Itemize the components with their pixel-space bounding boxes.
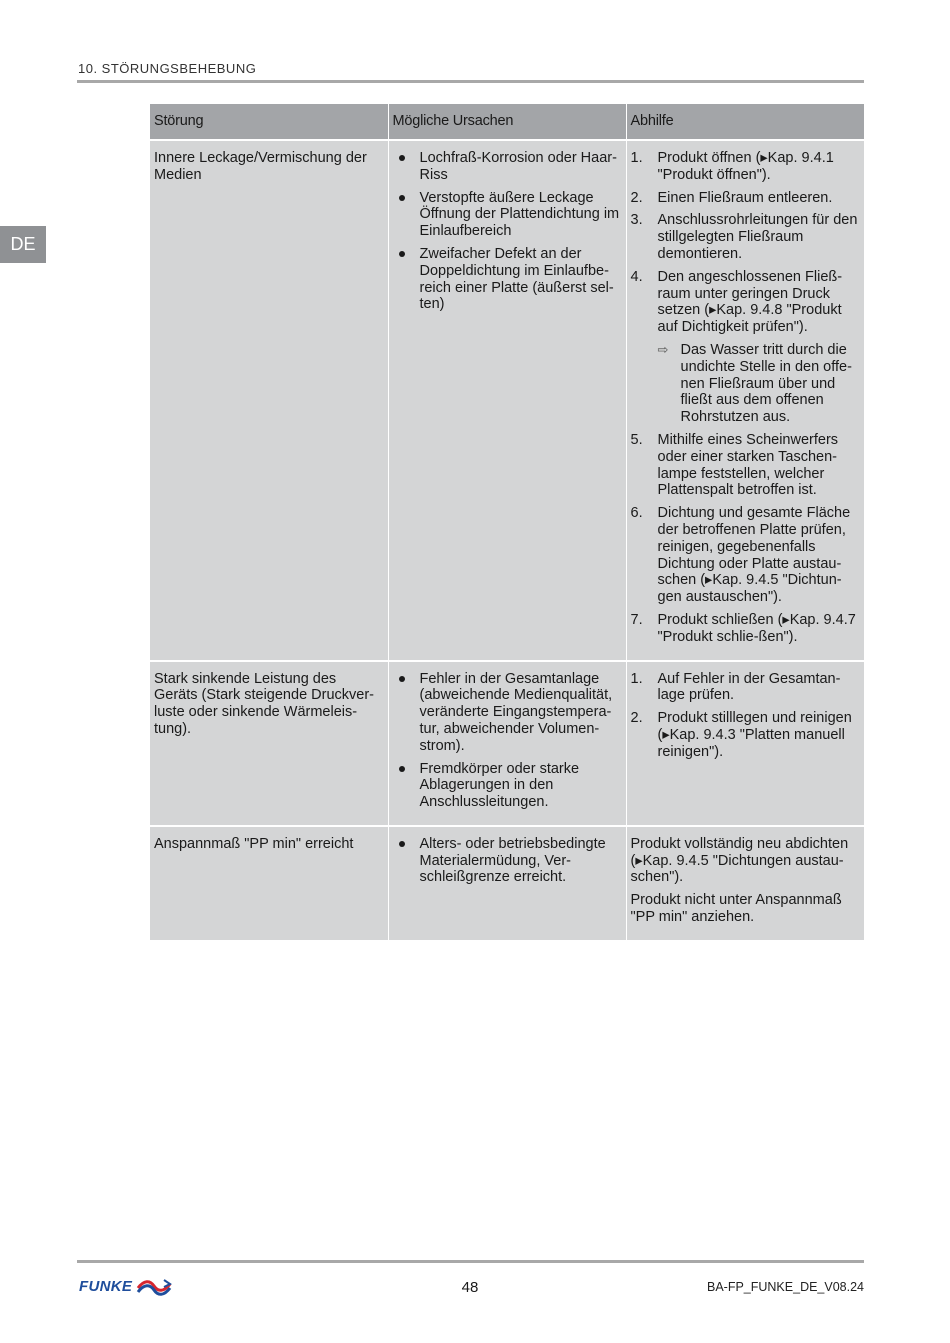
- remedy-step: [631, 212, 861, 262]
- remedy-steps: [631, 150, 861, 646]
- fault-cell: Stark sinkende Leistung des Geräts (Stark steigende Druckver-luste oder sinkende Wärmeleis-tung).: [150, 661, 388, 826]
- step-number: 5.: [630, 431, 643, 448]
- remedy-cell: [626, 826, 864, 940]
- remedy-step: [631, 710, 861, 760]
- cause-item: Fehler in der Gesamtanlage (abweichende Medienqualität, veränderte Eingangstempera-tur, abweichender Volumen-strom).: [393, 671, 622, 755]
- step-text: Produkt schließen (▸Kap. 9.4.7 "Produkt schlie-ßen").: [657, 611, 856, 645]
- step-text: Einen Fließraum entleeren.: [657, 189, 833, 206]
- cause-item: Alters- oder betriebsbedingte Materialermüdung, Ver-schleißgrenze erreicht.: [393, 836, 622, 886]
- step-number: 7.: [630, 611, 643, 628]
- causes-cell: [388, 826, 626, 940]
- remedy-step: [631, 150, 861, 184]
- cause-item: Fremdkörper oder starke Ablagerungen in den Anschlussleitungen.: [393, 761, 622, 811]
- step-text: Dichtung und gesamte Fläche der betroffenen Platte prüfen, reinigen, gegebenenfalls Dichtung oder Platte austau-schen (▸Kap. 9.4.5 "Dichtun-gen austauschen").: [657, 505, 851, 606]
- step-number: 2.: [630, 189, 643, 206]
- cause-item: Lochfraß-Korrosion oder Haar-Riss: [393, 150, 622, 184]
- step-result: [658, 342, 861, 426]
- fault-cell: Anspannmaß "PP min" erreicht: [150, 826, 388, 940]
- remedy-step: [631, 612, 861, 646]
- cause-list: [393, 150, 622, 313]
- table-row: [150, 140, 864, 661]
- table-row: [150, 661, 864, 826]
- remedy-cell: [626, 661, 864, 826]
- logo-text: FUNKE: [79, 1277, 133, 1295]
- result-text: Das Wasser tritt durch die undichte Stelle in den offe-nen Fließraum über und fließt aus dem offenen Rohrstutzen aus.: [680, 341, 852, 426]
- logo-flow-icon: [136, 1276, 172, 1296]
- fault-cell: Innere Leckage/Vermischung der Medien: [150, 140, 388, 661]
- page-number: 48: [461, 1279, 479, 1296]
- remedy-step: [631, 269, 861, 426]
- step-text: Auf Fehler in der Gesamtan-lage prüfen.: [657, 670, 841, 704]
- table-row: [150, 826, 864, 940]
- column-header-causes: Mögliche Ursachen: [388, 104, 626, 140]
- step-text: Den angeschlossenen Fließ-raum unter geringen Druck setzen (▸Kap. 9.4.8 "Produkt auf Dichtigkeit prüfen").: [657, 268, 843, 336]
- step-text: Produkt öffnen (▸Kap. 9.4.1 "Produkt öffnen").: [657, 150, 834, 183]
- header-rule: [77, 80, 864, 83]
- remedy-text: Produkt vollständig neu abdichten (▸Kap. 9.4.5 "Dichtungen austau-schen").: [630, 835, 849, 886]
- step-text: Produkt stilllegen und reinigen (▸Kap. 9.4.3 "Platten manuell reinigen").: [657, 710, 852, 760]
- footer-rule: [77, 1260, 864, 1263]
- remedy-step: [631, 671, 861, 705]
- document-code: BA-FP_FUNKE_DE_V08.24: [706, 1280, 864, 1294]
- cause-list: [393, 836, 622, 886]
- remedy-steps: [631, 671, 861, 761]
- language-tab: DE: [0, 226, 46, 263]
- step-number: 6.: [630, 505, 643, 522]
- remedy-step: [631, 505, 861, 606]
- step-number: 1.: [630, 150, 643, 166]
- step-number: 3.: [630, 212, 643, 229]
- remedy-text: Produkt nicht unter Anspannmaß "PP min" anziehen.: [630, 892, 842, 926]
- step-number: 2.: [630, 710, 643, 727]
- remedy-step: [631, 190, 861, 207]
- column-header-fault: Störung: [150, 104, 388, 140]
- step-text: Mithilfe eines Scheinwerfers oder einer starken Taschen-lampe feststellen, welcher Plattenspalt betroffen ist.: [657, 431, 839, 499]
- cause-item: Verstopfte äußere Leckage Öffnung der Plattendichtung im Einlaufbereich: [393, 190, 622, 240]
- step-text: Anschlussrohrleitungen für den stillgelegten Fließraum demontieren.: [657, 212, 858, 262]
- funke-logo: [79, 1276, 172, 1296]
- section-title: 10. STÖRUNGSBEHEBUNG: [78, 61, 257, 76]
- table-header-row: [150, 104, 864, 140]
- causes-cell: [388, 661, 626, 826]
- column-header-remedy: Abhilfe: [626, 104, 864, 140]
- troubleshooting-table: [150, 104, 864, 940]
- causes-cell: [388, 140, 626, 661]
- cause-list: [393, 671, 622, 811]
- remedy-cell: [626, 140, 864, 661]
- cause-item: Zweifacher Defekt an der Doppeldichtung im Einlaufbe-reich einer Platte (äußerst sel-ten): [393, 246, 622, 313]
- remedy-step: [631, 432, 861, 499]
- result-arrow-icon: ⇨: [657, 341, 669, 357]
- step-number: 4.: [630, 268, 643, 285]
- step-number: 1.: [630, 670, 643, 687]
